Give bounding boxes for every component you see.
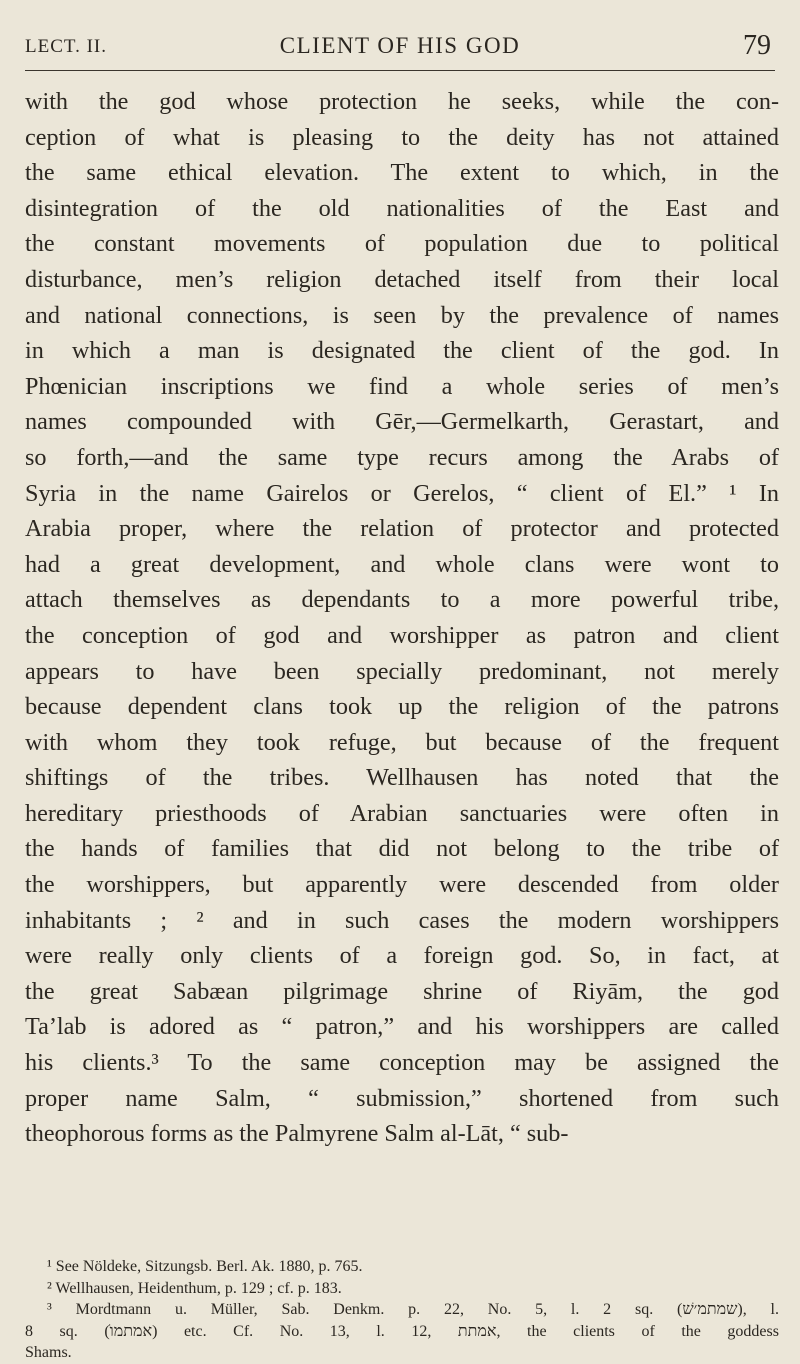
text-line: the great Sabæan pilgrimage shrine of Riyām, the god (25, 977, 779, 1005)
text-line: proper name Salm, “ submission,” shortened from such (25, 1084, 779, 1112)
text-line: the constant movements of population due to political (25, 230, 779, 258)
text-line: theophorous forms as the Palmyrene Salm al-Lāt, “ sub- (25, 1120, 569, 1148)
footnote-line: Shams. (25, 1344, 72, 1361)
text-line: because dependent clans took up the religion of the patrons (25, 693, 779, 721)
text-line: had a great development, and whole clans were wont to (25, 550, 779, 578)
text-line: the worshippers, but apparently were descended from older (25, 871, 779, 899)
lecture-number: LECT. II. (25, 36, 107, 57)
footnotes (25, 1256, 779, 1364)
text-line: his clients.³ To the same conception may be assigned the (25, 1049, 779, 1077)
text-line: hereditary priesthoods of Arabian sanctuaries were often in (25, 799, 779, 827)
text-line: were really only clients of a foreign god. So, in fact, at (25, 942, 779, 970)
text-line: attach themselves as dependants to a more powerful tribe, (25, 586, 779, 614)
text-line: Phœnician inscriptions we find a whole series of men’s (25, 372, 779, 400)
footnote-line: ³ Mordtmann u. Müller, Sab. Denkm. p. 22, No. 5, l. 2 sq. (שמתמ׳שׁ), l. (47, 1301, 779, 1318)
text-line: Arabia proper, where the relation of protector and protected (25, 515, 779, 543)
text-line: in which a man is designated the client of the god. In (25, 337, 779, 365)
text-line: and national connections, is seen by the prevalence of names (25, 301, 779, 329)
page-number: 79 (743, 30, 771, 61)
text-line: disturbance, men’s religion detached itself from their local (25, 265, 779, 293)
text-line: with whom they took refuge, but because of the frequent (25, 728, 779, 756)
text-line: Syria in the name Gairelos or Gerelos, “ client of El.” ¹ In (25, 479, 779, 507)
running-title: CLIENT OF HIS GOD (279, 33, 521, 58)
text-line: with the god whose protection he seeks, while the con- (25, 88, 779, 115)
body-text (25, 84, 779, 1152)
text-line: appears to have been specially predominant, not merely (25, 657, 779, 685)
text-line: the hands of families that did not belong to the tribe of (25, 835, 779, 863)
text-line: ception of what is pleasing to the deity has not attained (25, 123, 779, 151)
text-line: inhabitants ; ² and in such cases the modern worshippers (25, 906, 779, 934)
running-header (25, 22, 775, 71)
text-line: disintegration of the old nationalities of the East and (25, 194, 779, 222)
text-line: Ta’lab is adored as “ patron,” and his worshippers are called (25, 1013, 779, 1041)
text-line: the conception of god and worshipper as patron and client (25, 621, 779, 649)
text-line: the same ethical elevation. The extent to which, in the (25, 159, 779, 187)
text-line: so forth,—and the same type recurs among the Arabs of (25, 443, 779, 471)
text-line: shiftings of the tribes. Wellhausen has noted that the (25, 764, 779, 792)
footnote-line: ¹ See Nöldeke, Sitzungsb. Berl. Ak. 1880, p. 765. (47, 1258, 363, 1275)
footnote-line: 8 sq. (ׁאמתמו) etc. Cf. No. 13, l. 12, אמתת, the clients of the goddess (25, 1322, 779, 1340)
text-line: names compounded with Gēr,—Germelkarth, Gerastart, and (25, 408, 779, 436)
footnote-line: ² Wellhausen, Heidenthum, p. 129 ; cf. p. 183. (47, 1279, 342, 1297)
